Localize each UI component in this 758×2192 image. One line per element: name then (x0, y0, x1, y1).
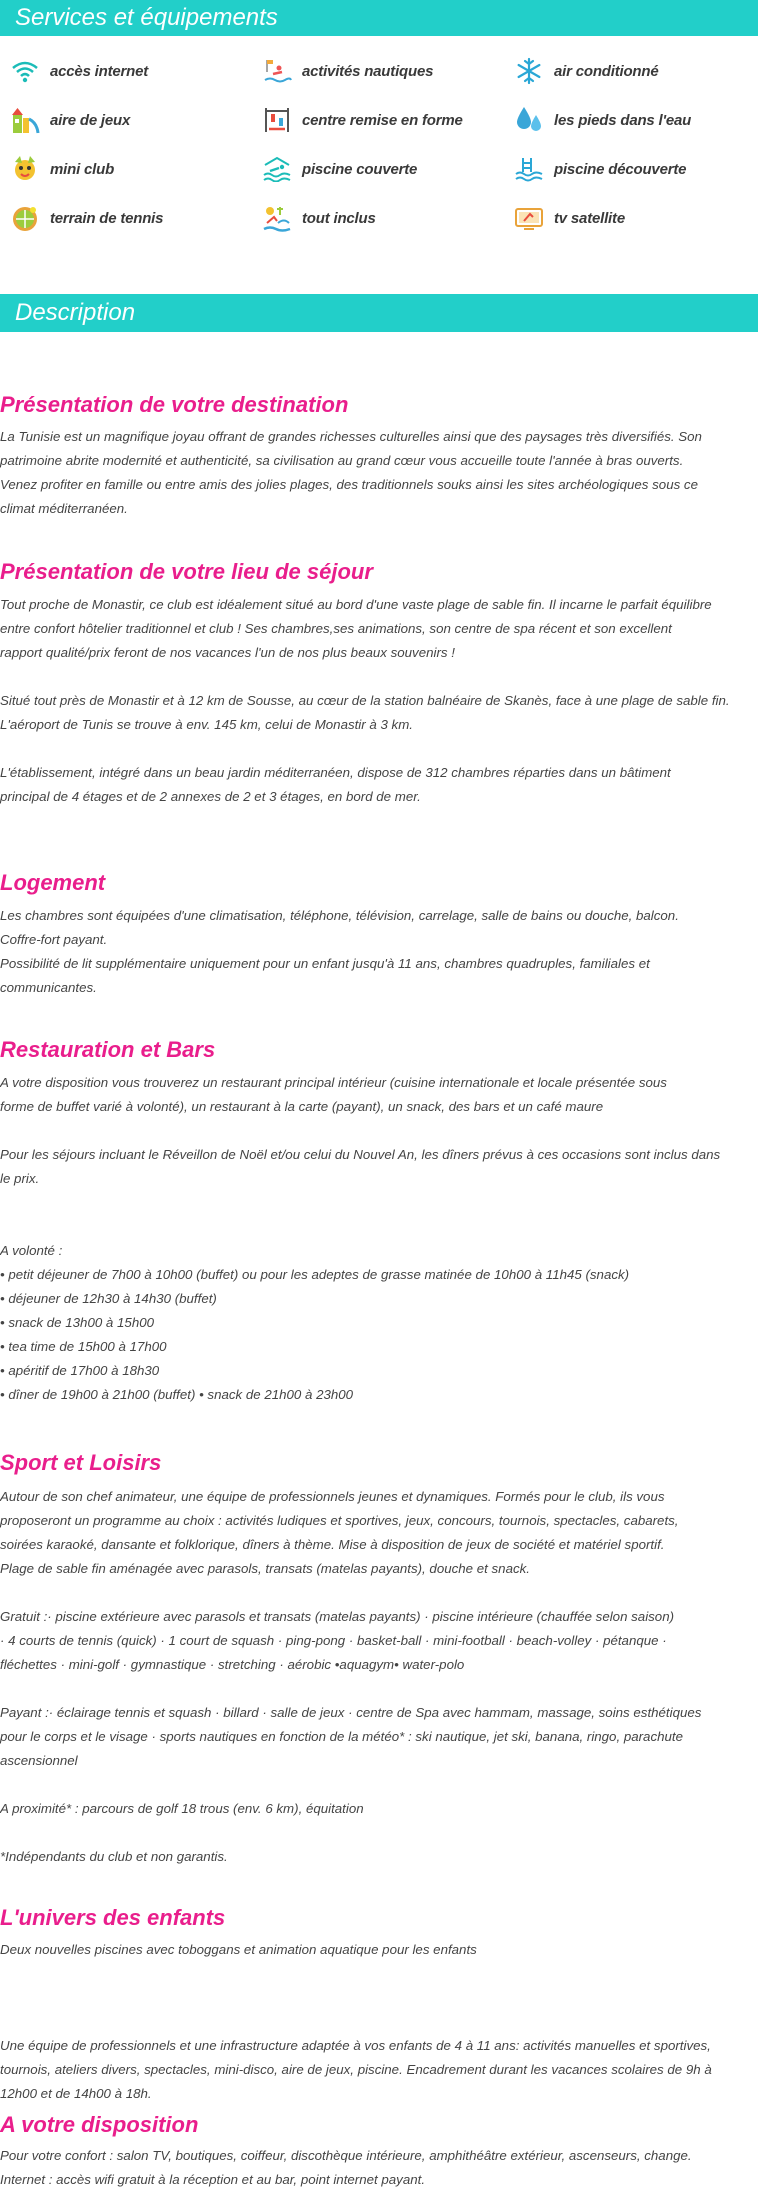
tennis-icon (10, 203, 40, 233)
body-line: Plage de sable fin aménagée avec parasols, transats (matelas payants), douche et snack. (0, 1561, 530, 1576)
body-line: fléchettes · mini-golf · gymnastique · stretching · aérobic •aquagym• water-polo (0, 1657, 465, 1672)
outdoor-pool-icon (514, 154, 544, 184)
section-body (0, 425, 758, 521)
services-grid (0, 36, 758, 294)
body-line: soirées karaoké, dansante et folklorique, dîners à thème. Mise à disposition de jeux de société et matériel sportif. (0, 1537, 665, 1552)
body-line: forme de buffet varié à volonté), un restaurant à la carte (payant), un snack, des bars et un café maure (0, 1099, 604, 1114)
service-item: mini club (10, 154, 114, 184)
fitness-icon (262, 105, 292, 135)
body-line (0, 1191, 758, 1215)
swimmer-flag-icon (262, 56, 292, 86)
body-line: Tout proche de Monastir, ce club est idéalement situé au bord d'une vaste plage de sable fin. Il incarne le parfait équilibre (0, 597, 712, 612)
body-line: Possibilité de lit supplémentaire uniquement pour un enfant jusqu'à 11 ans, chambres quadruples, familiales et (0, 956, 650, 971)
wifi-icon (10, 56, 40, 86)
description-title: Description (15, 299, 136, 326)
indoor-pool-icon (262, 154, 292, 184)
body-line: • petit déjeuner de 7h00 à 10h00 (buffet) ou pour les adeptes de grasse matinée de 10h00 à 11h45 (snack) (0, 1267, 630, 1282)
service-item: tv satellite (514, 203, 625, 233)
body-line: *Indépendants du club et non garantis. (0, 1849, 228, 1864)
body-line: • tea time de 15h00 à 17h00 (0, 1339, 167, 1354)
playground-icon (10, 105, 40, 135)
section-body (0, 1485, 758, 1869)
body-line: pour le corps et le visage · sports nautiques en fonction de la météo* : ski nautique, jet ski, banana, ringo, parachute (0, 1729, 683, 1744)
body-line (0, 1773, 758, 1797)
section-body (0, 1071, 758, 1407)
section-heading: Présentation de votre lieu de séjour (0, 559, 373, 584)
body-line (0, 1986, 758, 2010)
description-header (0, 294, 758, 332)
body-line (0, 2010, 758, 2034)
tv-satellite-icon (514, 203, 544, 233)
body-line: La Tunisie est un magnifique joyau offrant de grandes richesses culturelles ainsi que des paysages très diversifiés. Son (0, 429, 702, 444)
body-line: patrimoine abrite modernité et authenticité, sa civilisation au grand cœur vous accueille toute l'année à bras ouverts. (0, 453, 684, 468)
section-heading: Logement (0, 870, 106, 895)
body-line: Coffre-fort payant. (0, 932, 108, 947)
body-line: A votre disposition vous trouverez un restaurant principal intérieur (cuisine internationale et locale présentée sous (0, 1075, 667, 1090)
section-body (0, 1938, 758, 2106)
body-line: • déjeuner de 12h30 à 14h30 (buffet) (0, 1291, 217, 1306)
body-line: communicantes. (0, 980, 97, 995)
body-line: • apéritif de 17h00 à 18h30 (0, 1363, 160, 1378)
service-item: piscine couverte (262, 154, 417, 184)
body-line: Autour de son chef animateur, une équipe de professionnels jeunes et dynamiques. Formés pour le club, ils vous (0, 1489, 665, 1504)
mini-club-icon (10, 154, 40, 184)
body-line (0, 665, 758, 689)
section-heading: L'univers des enfants (0, 1905, 226, 1930)
body-line: proposeront un programme au choix : activités ludiques et sportives, jeux, concours, tournois, spectacles, cabarets, (0, 1513, 679, 1528)
body-line: L'établissement, intégré dans un beau jardin méditerranéen, dispose de 312 chambres réparties dans un bâtiment (0, 765, 671, 780)
body-line: principal de 4 étages et de 2 annexes de 2 et 3 étages, en bord de mer. (0, 789, 421, 804)
body-line: tournois, ateliers divers, spectacles, mini-disco, aire de jeux, piscine. Encadrement durant les vacances scolaires de 9h à (0, 2062, 712, 2077)
body-line: Une équipe de professionnels et une infrastructure adaptée à vos enfants de 4 à 11 ans: activités manuelles et sportives, (0, 2038, 711, 2053)
body-line: rapport qualité/prix feront de nos vacances l'un de nos plus beaux souvenirs ! (0, 645, 455, 660)
body-line (0, 1962, 758, 1986)
section-body (0, 904, 758, 1000)
body-line (0, 1581, 758, 1605)
services-title: Services et équipements (15, 4, 278, 31)
services-header (0, 0, 758, 36)
section-heading: A votre disposition (0, 2112, 199, 2137)
section-body (0, 2144, 758, 2192)
body-line: 12h00 et de 14h00 à 18h. (0, 2086, 152, 2101)
body-line: Payant :· éclairage tennis et squash · billard · salle de jeux · centre de Spa avec hammam, massage, soins esthétiques (0, 1705, 702, 1720)
body-line (0, 1677, 758, 1701)
body-line: climat méditerranéen. (0, 501, 128, 516)
section-heading: Restauration et Bars (0, 1037, 216, 1062)
snowflake-icon (514, 56, 544, 86)
service-item: air conditionné (514, 56, 659, 86)
body-line: Les chambres sont équipées d'une climatisation, téléphone, télévision, carrelage, salle de bains ou douche, balcon. (0, 908, 679, 923)
body-line: le prix. (0, 1171, 40, 1186)
body-line (0, 1821, 758, 1845)
body-line: • snack de 13h00 à 15h00 (0, 1315, 154, 1330)
body-line: L'aéroport de Tunis se trouve à env. 145 km, celui de Monastir à 3 km. (0, 717, 413, 732)
body-line: • dîner de 19h00 à 21h00 (buffet) • snack de 21h00 à 23h00 (0, 1387, 354, 1402)
body-line: Pour les séjours incluant le Réveillon de Noël et/ou celui du Nouvel An, les dîners prévus à ces occasions sont inclus dans (0, 1147, 721, 1162)
body-line (0, 737, 758, 761)
section-heading: Sport et Loisirs (0, 1450, 162, 1475)
body-line: Situé tout près de Monastir et à 12 km de Sousse, au cœur de la station balnéaire de Skanès, face à une plage de sable fin. (0, 693, 730, 708)
body-line: A volonté : (0, 1243, 63, 1258)
body-line: Venez profiter en famille ou entre amis des jolies plages, des traditionnels souks ainsi les sites archéologiques sous ce (0, 477, 698, 492)
body-line: entre confort hôtelier traditionnel et club ! Ses chambres,ses animations, son centre de spa récent et son excellent (0, 621, 672, 636)
service-item: aire de jeux (10, 105, 130, 135)
body-line: ascensionnel (0, 1753, 78, 1768)
service-item: les pieds dans l'eau (514, 105, 691, 135)
body-line (0, 1119, 758, 1143)
body-line: Gratuit :· piscine extérieure avec parasols et transats (matelas payants) · piscine intérieure (chauffée selon saison) (0, 1609, 675, 1624)
service-item: accès internet (10, 56, 148, 86)
service-item: terrain de tennis (10, 203, 163, 233)
body-line: Internet : accès wifi gratuit à la réception et au bar, point internet payant. (0, 2172, 426, 2187)
section-body (0, 593, 758, 809)
service-item: activités nautiques (262, 56, 433, 86)
body-line: Pour votre confort : salon TV, boutiques, coiffeur, discothèque intérieure, amphithéâtre extérieur, ascenseurs, change. (0, 2148, 692, 2163)
body-line: A proximité* : parcours de golf 18 trous (env. 6 km), équitation (0, 1801, 364, 1816)
body-line (0, 1215, 758, 1239)
section-heading: Présentation de votre destination (0, 392, 349, 417)
service-item: piscine découverte (514, 154, 686, 184)
water-drops-icon (514, 105, 544, 135)
service-item: tout inclus (262, 203, 376, 233)
service-item: centre remise en forme (262, 105, 463, 135)
description-content (0, 332, 758, 2187)
all-inclusive-icon (262, 203, 292, 233)
body-line: · 4 courts de tennis (quick) · 1 court de squash · ping-pong · basket-ball · mini-football · beach-volley · pétanque · (0, 1633, 667, 1648)
body-line: Deux nouvelles piscines avec toboggans et animation aquatique pour les enfants (0, 1942, 477, 1957)
